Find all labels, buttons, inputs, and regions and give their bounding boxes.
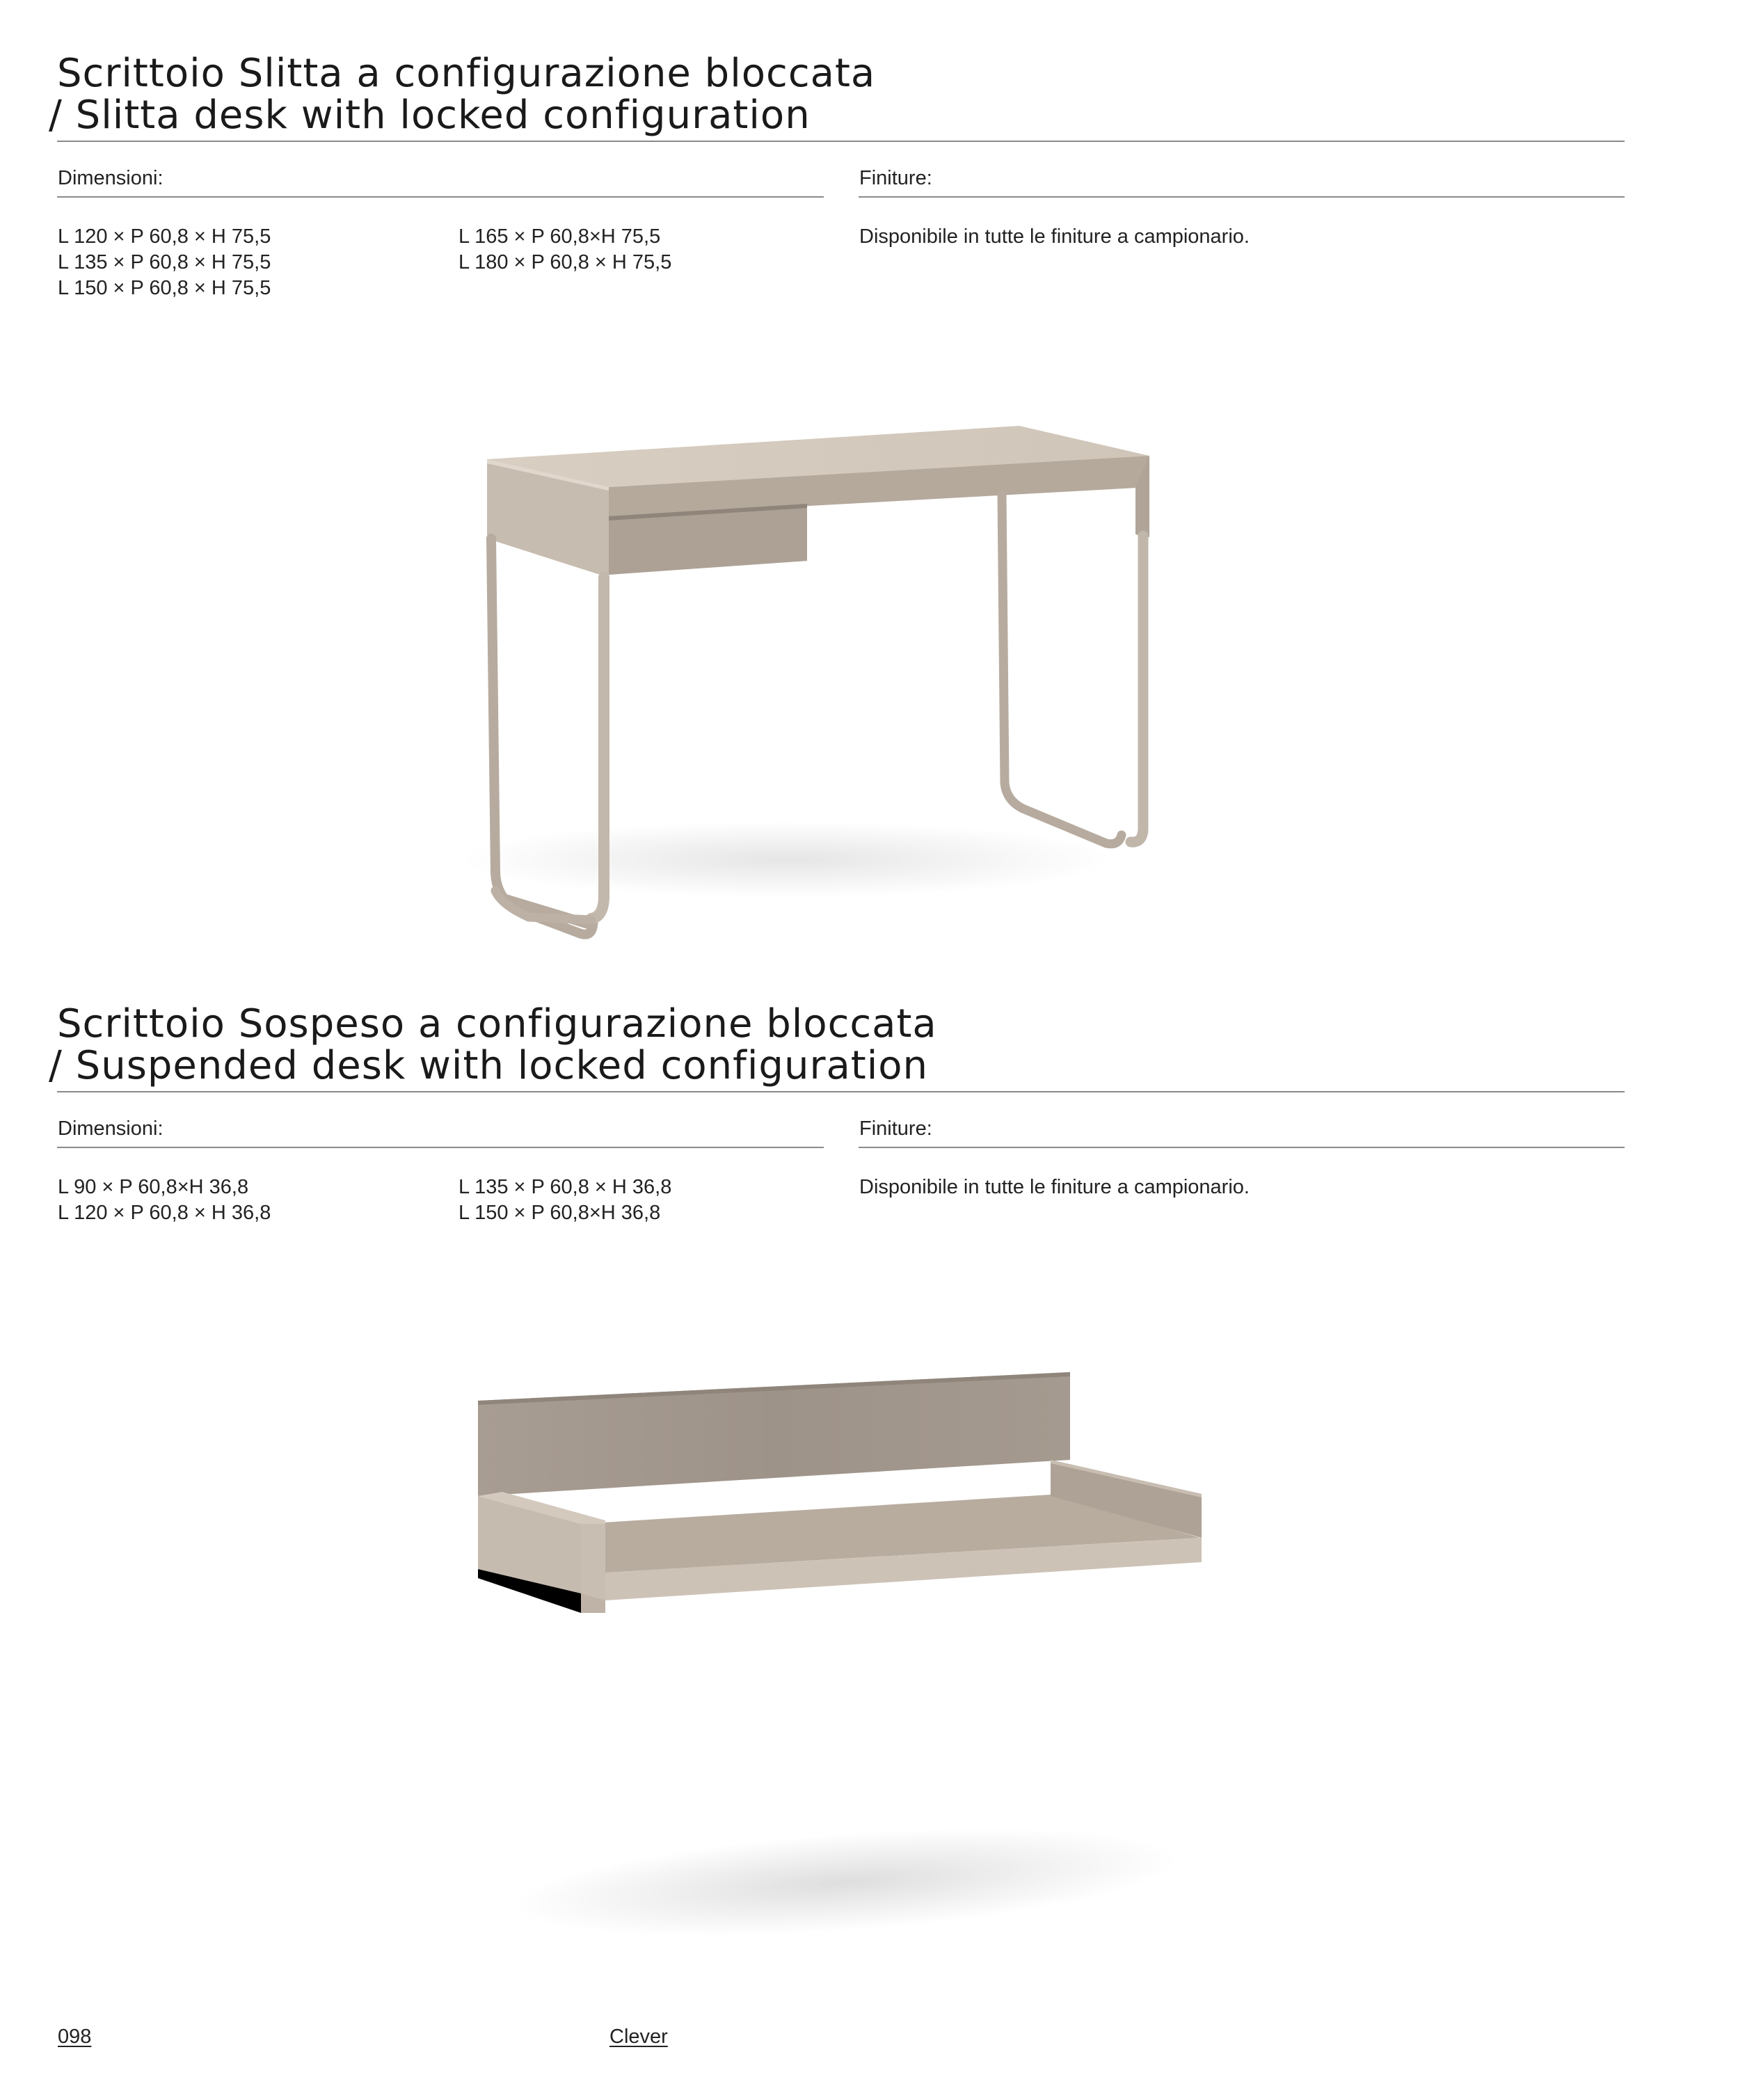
section-1-title-en: / Slitta desk with locked configuration [49, 93, 811, 138]
section-1-dimensions-label: Dimensioni: [58, 167, 164, 189]
dimension-entry: L 150 × P 60,8 × H 75,5 [58, 277, 271, 299]
section-2-dimensions-label: Dimensioni: [58, 1117, 164, 1140]
section-1-finishes-text: Disponibile in tutte le finiture a campionario. [859, 225, 1250, 248]
dimension-entry: L 180 × P 60,8 × H 75,5 [459, 251, 672, 273]
dimension-entry: L 90 × P 60,8×H 36,8 [58, 1176, 249, 1198]
collection-name: Clever [609, 2026, 668, 2048]
dimension-entry: L 150 × P 60,8×H 36,8 [459, 1202, 661, 1224]
dimension-entry: L 120 × P 60,8 × H 36,8 [58, 1202, 271, 1224]
dimension-entry: L 135 × P 60,8 × H 75,5 [58, 251, 271, 273]
dimension-entry: L 165 × P 60,8×H 75,5 [459, 225, 661, 248]
section-2-finishes-label: Finiture: [859, 1117, 932, 1140]
page-number: 098 [58, 2026, 92, 2048]
dimension-entry: L 135 × P 60,8 × H 36,8 [459, 1176, 672, 1198]
section-1-title-it: Scrittoio Slitta a configurazione bloccata [57, 51, 876, 96]
section-1-finishes-label: Finiture: [859, 167, 932, 189]
section-2-finishes-text: Disponibile in tutte le finiture a campionario. [859, 1176, 1250, 1198]
section-2-title-it: Scrittoio Sospeso a configurazione bloccata [57, 1001, 937, 1047]
section-2-title-en: / Suspended desk with locked configuration [49, 1043, 929, 1088]
dimension-entry: L 120 × P 60,8 × H 75,5 [58, 225, 271, 248]
